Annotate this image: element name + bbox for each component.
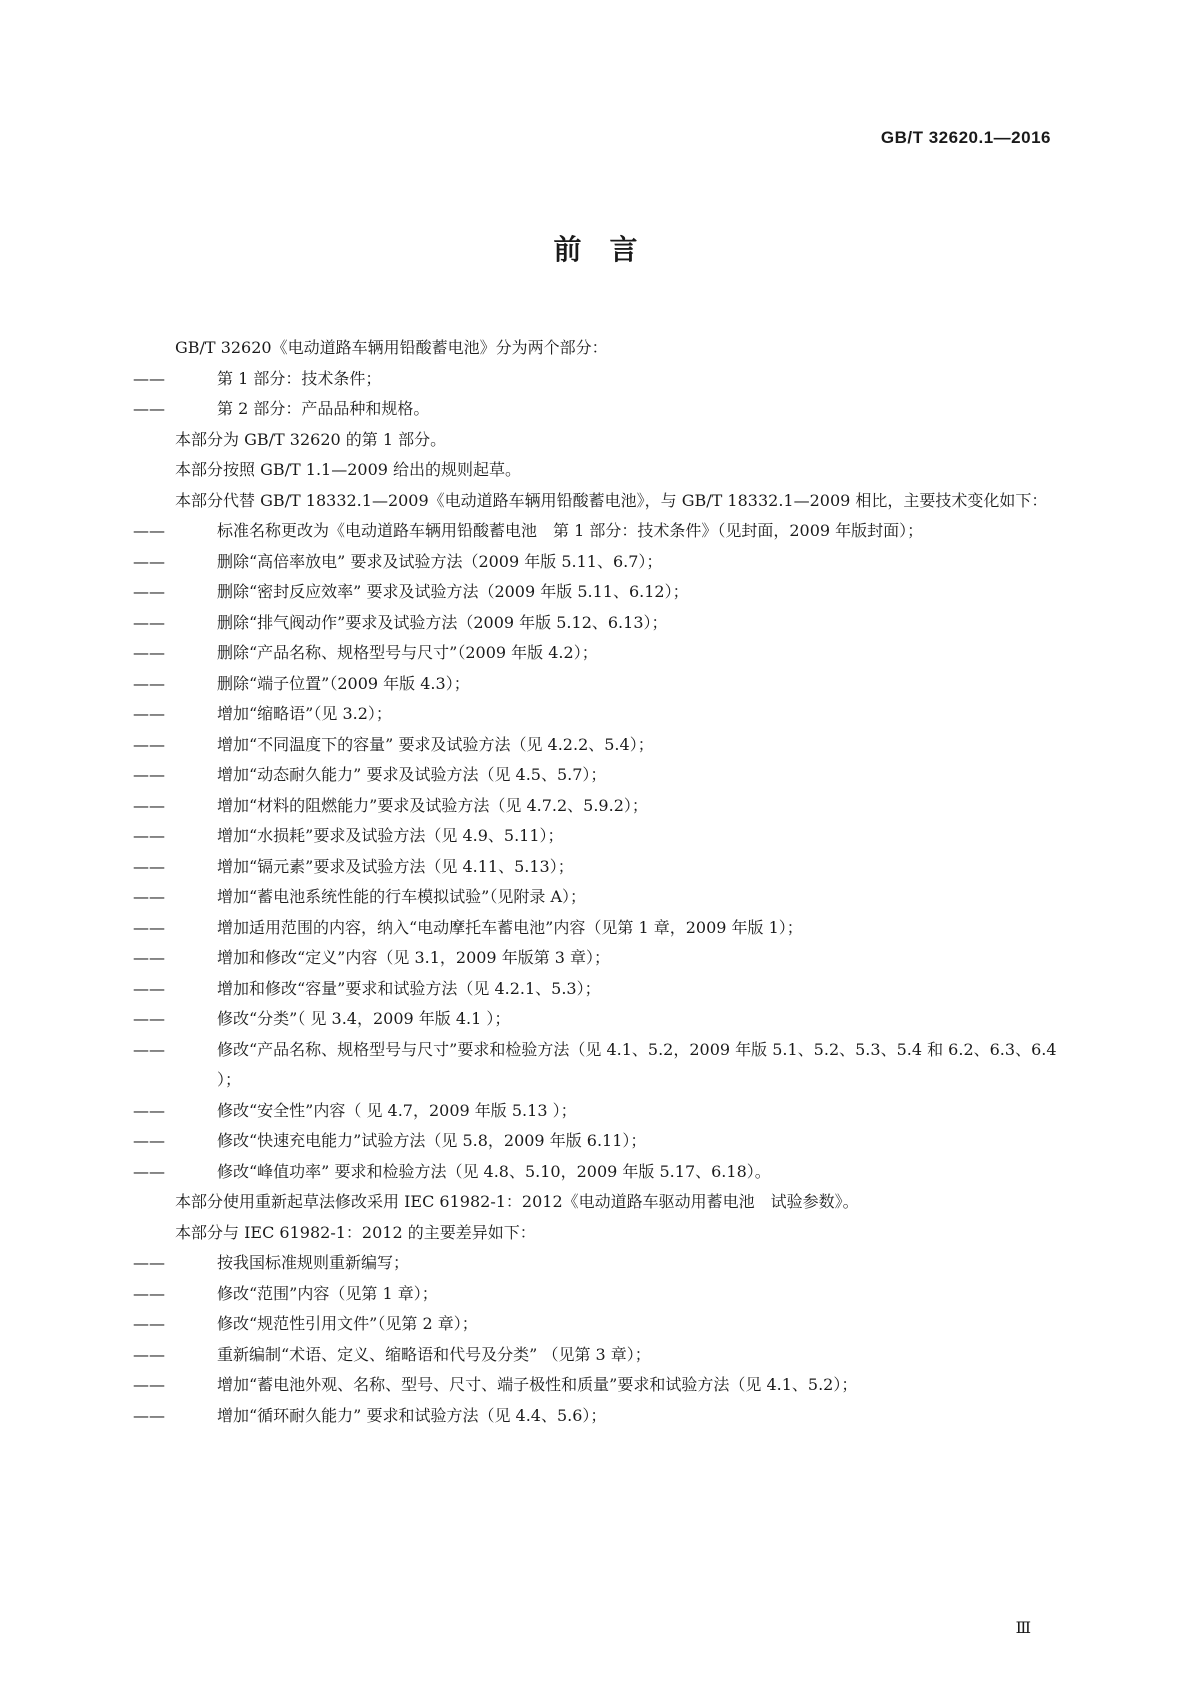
list-item-text: 修改“快速充电能力”试验方法（见 5.8，2009 年版 6.11）； xyxy=(217,1131,647,1150)
list-item xyxy=(133,1126,1058,1157)
list-item xyxy=(133,974,1058,1005)
list-item xyxy=(133,608,1058,639)
list-dash: —— xyxy=(133,1131,165,1150)
list-dash: —— xyxy=(133,795,165,815)
list-item-text: 增加“循环耐久能力” 要求和试验方法（见 4.4、5.6）； xyxy=(217,1405,607,1425)
list-item-text: 修改“范围”内容（见第 1 章）； xyxy=(217,1283,438,1303)
list-item xyxy=(133,516,1058,547)
list-item-text: 第 1 部分：技术条件； xyxy=(217,368,382,388)
list-dash: —— xyxy=(133,1009,165,1028)
list-item-text: 修改“峰值功率” 要求和检验方法（见 4.8、5.10，2009 年版 5.17、6.18）。 xyxy=(217,1161,771,1181)
list-item-text: 删除“产品名称、规格型号与尺寸”（2009 年版 4.2）； xyxy=(217,643,598,662)
list-item-text: 删除“高倍率放电” 要求及试验方法（2009 年版 5.11、6.7）； xyxy=(217,551,663,571)
list-item xyxy=(133,730,1058,761)
list-dash: —— xyxy=(133,1375,165,1394)
list-dash: —— xyxy=(133,1344,165,1364)
list-dash: —— xyxy=(133,1283,165,1303)
list-item xyxy=(133,699,1058,730)
list-item xyxy=(133,1035,1058,1096)
list-item-text: 增加“缩略语”（见 3.2）； xyxy=(217,704,392,723)
list-item xyxy=(133,852,1058,883)
list-item-text: 增加和修改“定义”内容（见 3.1，2009 年版第 3 章）； xyxy=(217,948,611,967)
list-item xyxy=(133,1370,1058,1401)
list-dash: —— xyxy=(133,826,165,845)
differences-intro: 本部分与 IEC 61982-1：2012 的主要差异如下： xyxy=(175,1222,536,1242)
list-item xyxy=(133,1248,1058,1279)
list-item-text: 删除“端子位置”（2009 年版 4.3）； xyxy=(217,673,470,693)
list-item xyxy=(133,760,1058,791)
list-item xyxy=(133,1401,1058,1432)
list-item-text: 重新编制“术语、定义、缩略语和代号及分类” （见第 3 章）； xyxy=(217,1344,651,1364)
list-dash: —— xyxy=(133,582,165,601)
list-item xyxy=(133,1279,1058,1310)
list-dash: —— xyxy=(133,765,165,784)
list-item xyxy=(133,943,1058,974)
list-dash: —— xyxy=(133,917,165,937)
intro-paragraph: GB/T 32620《电动道路车辆用铅酸蓄电池》分为两个部分： xyxy=(175,338,608,357)
list-item-text: 增加“不同温度下的容量” 要求及试验方法（见 4.2.2、5.4）； xyxy=(217,734,654,754)
list-dash: —— xyxy=(133,551,165,571)
list-item-text: 增加“镉元素”要求及试验方法（见 4.11、5.13）； xyxy=(217,856,574,876)
list-dash: —— xyxy=(133,704,165,723)
list-item-text: 标准名称更改为《电动道路车辆用铅酸蓄电池 第 1 部分：技术条件》（见封面，2009 年版封面）； xyxy=(217,521,924,540)
list-item-text: 增加“蓄电池外观、名称、型号、尺寸、端子极性和质量”要求和试验方法（见 4.1、5.2）； xyxy=(217,1375,858,1394)
page-title: 前 言 xyxy=(553,233,638,266)
list-dash: —— xyxy=(133,1253,165,1272)
list-item-text: 删除“密封反应效率” 要求及试验方法（2009 年版 5.11、6.12）； xyxy=(217,582,689,601)
parts-list xyxy=(133,364,1058,425)
list-item xyxy=(133,821,1058,852)
list-dash: —— xyxy=(133,521,165,540)
differences-list xyxy=(133,1248,1058,1431)
list-item xyxy=(133,882,1058,913)
list-item-text: 增加“水损耗”要求及试验方法（见 4.9、5.11）； xyxy=(217,826,564,845)
list-dash: —— xyxy=(133,1405,165,1425)
list-item xyxy=(133,1096,1058,1127)
document-code: GB/T 32620.1—2016 xyxy=(880,128,1051,147)
list-dash: —— xyxy=(133,399,165,418)
list-item xyxy=(133,1340,1058,1371)
list-item xyxy=(133,913,1058,944)
adoption-paragraph: 本部分使用重新起草法修改采用 IEC 61982-1：2012《电动道路车驱动用蓄电池 试验参数》。 xyxy=(175,1192,859,1211)
list-item-text: 修改“规范性引用文件”（见第 2 章）； xyxy=(217,1314,478,1333)
list-dash: —— xyxy=(133,368,165,388)
list-item xyxy=(133,577,1058,608)
list-item-text: 修改“分类”（ 见 3.4，2009 年版 4.1 ）； xyxy=(217,1009,511,1028)
drafting-rules-paragraph: 本部分按照 GB/T 1.1—2009 给出的规则起草。 xyxy=(175,460,522,479)
page-number: Ⅲ xyxy=(1015,1618,1031,1637)
list-dash: —— xyxy=(133,978,165,998)
list-item-text: 第 2 部分：产品品种和规格。 xyxy=(217,399,430,418)
part-statement: 本部分为 GB/T 32620 的第 1 部分。 xyxy=(175,429,447,449)
list-item xyxy=(133,1004,1058,1035)
list-item-text: 增加适用范围的内容，纳入“电动摩托车蓄电池”内容（见第 1 章，2009 年版 1）； xyxy=(217,917,803,937)
list-dash: —— xyxy=(133,856,165,876)
list-dash: —— xyxy=(133,734,165,754)
list-item-text: 增加“动态耐久能力” 要求及试验方法（见 4.5、5.7）； xyxy=(217,765,607,784)
list-dash: —— xyxy=(133,612,165,632)
list-dash: —— xyxy=(133,1161,165,1181)
list-dash: —— xyxy=(133,887,165,906)
list-item xyxy=(133,669,1058,700)
list-item xyxy=(133,364,1058,395)
list-dash: —— xyxy=(133,1039,165,1059)
list-dash: —— xyxy=(133,1314,165,1333)
list-dash: —— xyxy=(133,643,165,662)
technical-changes-list xyxy=(133,516,1058,1187)
document-body xyxy=(133,333,1058,1431)
list-item-text: 修改“产品名称、规格型号与尺寸”要求和检验方法（见 4.1、5.2，2009 年版 5.1、5.2、5.3、5.4 和 6.2、6.3、6.4 ）； xyxy=(217,1039,1057,1089)
list-item-text: 修改“安全性”内容（ 见 4.7，2009 年版 5.13 ）； xyxy=(217,1100,577,1120)
list-dash: —— xyxy=(133,948,165,967)
list-item xyxy=(133,1157,1058,1188)
list-item xyxy=(133,638,1058,669)
list-dash: —— xyxy=(133,673,165,693)
list-item-text: 增加和修改“容量”要求和试验方法（见 4.2.1、5.3）； xyxy=(217,978,601,998)
list-item-text: 增加“蓄电池系统性能的行车模拟试验”（见附录 A）； xyxy=(217,887,587,906)
list-dash: —— xyxy=(133,1100,165,1120)
list-item xyxy=(133,791,1058,822)
list-item-text: 删除“排气阀动作”要求及试验方法（2009 年版 5.12、6.13）； xyxy=(217,612,668,632)
list-item-text: 按我国标准规则重新编写； xyxy=(217,1253,410,1272)
list-item-text: 增加“材料的阻燃能力”要求及试验方法（见 4.7.2、5.9.2）； xyxy=(217,795,648,815)
list-item xyxy=(133,547,1058,578)
list-item xyxy=(133,1309,1058,1340)
list-item xyxy=(133,394,1058,425)
replacement-paragraph: 本部分代替 GB/T 18332.1—2009《电动道路车辆用铅酸蓄电池》，与 GB/T 18332.1—2009 相比，主要技术变化如下： xyxy=(175,490,1048,510)
